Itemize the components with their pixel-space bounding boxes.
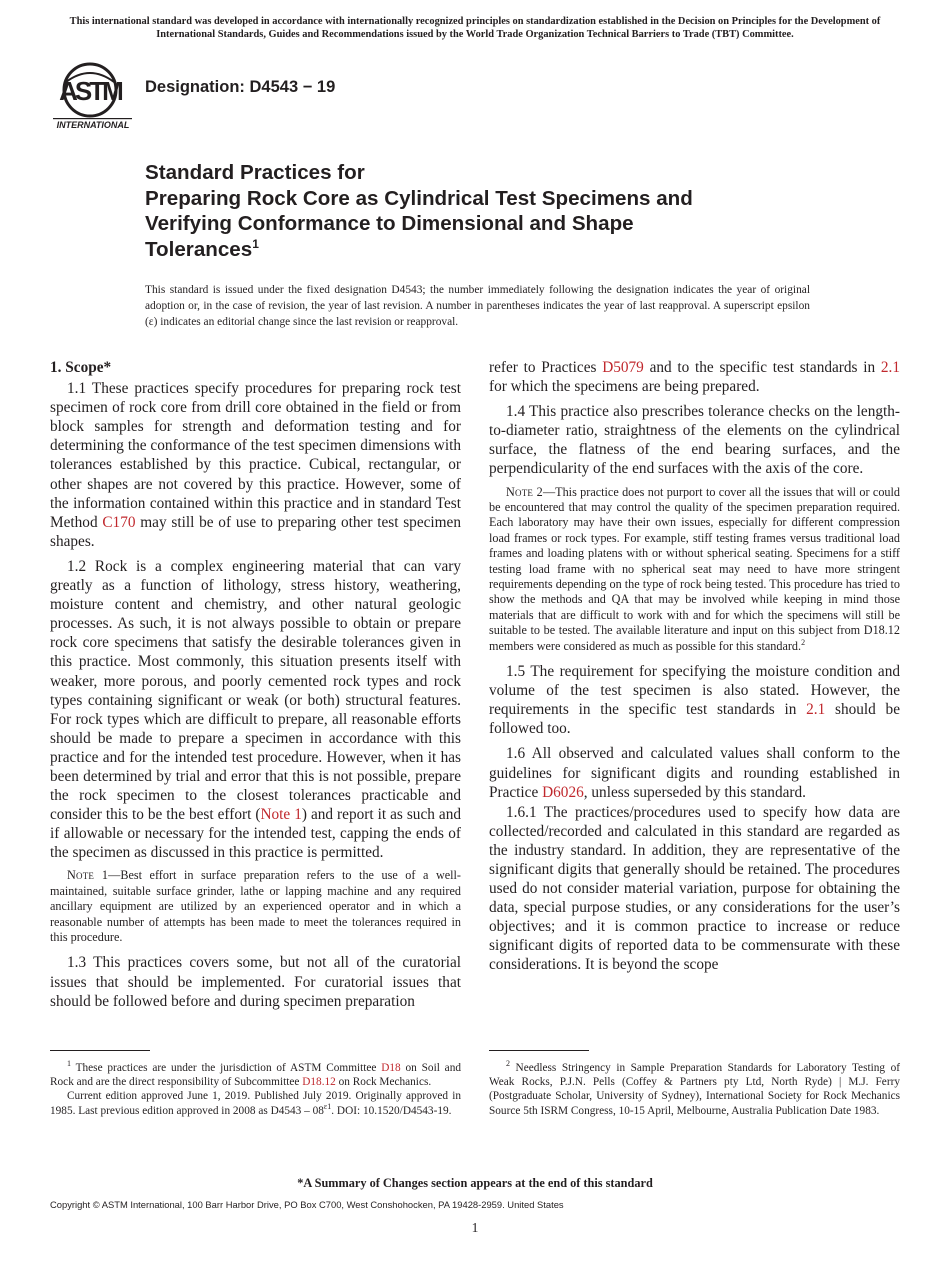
- link-d18-12[interactable]: D18.12: [302, 1076, 336, 1089]
- tbt-notice: This international standard was developed in accordance with internationally recognized principles on standardization established in the Decision on Principles for the Development of International Standards, Guides and Recommendations issued by the World Trade Organization Technical Barriers to Trade (TBT) Committee.: [69, 16, 881, 40]
- paragraph-1-4: 1.4 This practice also prescribes tolerance checks on the length-to-diameter ratio, straightness of the elements on the cylindrical surface, the flatness of the end bearing surfaces, and the perpendicularity of the end surfaces with the axis of the core.: [489, 403, 900, 478]
- page-number: 1: [471, 1220, 479, 1235]
- paragraph-1-2: 1.2 Rock is a complex engineering material that can vary greatly as a function of lithology, stress history, weathering, moisture content and chemistry, and other natural geologic processes. As such, it is not always possible to obtain or prepare rock core specimens that satisfy the desirable tolerances given in this practice. Most commonly, this situation presents itself with weaker, more porous, and poorly cemented rock types and rock types containing significant or weak (or both) structural features. For rock types which are difficult to prepare, all reasonable efforts should be made to prepare a specimen in accordance with this practice and for the intended test procedure. However, when it has been determined by trial and error that this is not possible, prepare the rock specimen to the closest tolerances practicable and consider this to be the best effort (Note 1) and report it as such and if allowable or necessary for the intended test, capping the ends of the specimen as discussed in this practice is permitted.: [50, 557, 461, 862]
- footnote-2: [489, 1061, 900, 1118]
- note-1: Note 1—Best effort in surface preparation refers to the use of a well-maintained, suitable surface grinder, lathe or lapping machine and any required ancillary equipment are utilized by an experienced operator and in which a reasonable number of attempts has been made to meet the tolerances required in this procedure.: [50, 868, 461, 945]
- note-2-label: Note 2: [506, 484, 543, 499]
- footnote-1: [50, 1061, 461, 1118]
- link-note-1[interactable]: Note 1: [260, 806, 302, 824]
- link-section-2-1[interactable]: 2.1: [880, 359, 900, 376]
- footnote-divider-left: [50, 1050, 150, 1051]
- footnote-2-text: $^2$ Needless Stringency in Sample Preparation Standards for Laboratory Testing of Weak Rocks, P.J.N. Pells (Coffey & Partners pty Ltd, North Ryde) | M.J. Ferry (Postgraduate Scholar, University of Sydney), International Society for Rock Mechanics Source 5th ISRM Congress, 10-15 April, Melbourne, Australia Publication Date 1983.: [489, 1059, 900, 1117]
- title-line-3: Verifying Conformance to Dimensional and Shape: [145, 212, 634, 235]
- left-column: [50, 358, 461, 1017]
- right-column: [489, 358, 900, 981]
- copyright-line: Copyright © ASTM International, 100 Barr Harbor Drive, PO Box C700, West Conshohocken, PA 19428-2959. United States: [50, 1199, 564, 1210]
- paragraph-1-1: 1.1 These practices specify procedures for preparing rock test specimen of rock core from drill core obtained in the field or from block samples for strength and deformation testing and for determining the conformance of the test specimen dimensions with tolerances established by this practice. Cubical, rectangular, or other shapes are not covered by this practice. However, some of the information contained within this practice and in standard Test Method C170 may still be of use to preparing other test specimen shapes.: [50, 380, 461, 550]
- title-footnote-mark[interactable]: 1: [252, 236, 259, 251]
- title-line-4: Tolerances: [145, 237, 253, 261]
- summary-of-changes-notice: *A Summary of Changes section appears at the end of this standard: [297, 1176, 653, 1190]
- paragraph-1-6-1: 1.6.1 The practices/procedures used to specify how data are collected/recorded and calculated in this standard are regarded as the industry standard. In addition, they are representative of the significant digits that generally should be retained. The procedures used do not consider material variation, purpose for obtaining the data, special purpose studies, or any considerations for the user’s objectives; and it is common practice to increase or reduce significant digits of reported data to be commensurate with these considerations. It is beyond the scope: [489, 803, 900, 974]
- title-line-1: Standard Practices for: [145, 161, 365, 184]
- link-c170[interactable]: C170: [102, 513, 136, 531]
- footnote-divider-right: [489, 1050, 589, 1051]
- paragraph-1-6: 1.6 All observed and calculated values shall conform to the guidelines for significant digits and rounding established in Practice D6026, unless superseded by this standard.: [489, 745, 900, 801]
- issuance-note: This standard is issued under the fixed designation D4543; the number immediately following the designation indicates the year of original adoption or, in the case of revision, the year of last revision. A number in parentheses indicates the year of last reapproval. A superscript epsilon (ε) indicates an editorial change since the last revision or reapproval.: [145, 284, 810, 328]
- standard-title: [145, 160, 845, 262]
- logo-wordmark: INTERNATIONAL: [56, 120, 130, 130]
- designation: Designation: D4543 − 19: [145, 78, 336, 96]
- link-d18[interactable]: D18: [381, 1062, 401, 1074]
- title-line-2: Preparing Rock Core as Cylindrical Test Specimens and: [145, 186, 693, 210]
- note-2: Note 2—This practice does not purport to cover all the issues that will or could be encountered that may control the quality of the specimen preparation required. Each laboratory may have their own issues, especially for different compression load frames or rock types. For example, stiff testing frames versus traditional load frames and loading platens with or without spherical seating. Specimens for a stiff testing load frame with no spherical seat may need to have more stringent requirements depending on the type of rock being tested. This procedure has tried to show the methods and QA that may be involved while keeping in mind those materials that are difficult to work with and for which the specimens will still be suitable to be tested. The available literature and input on this subject from D18.12 members were considered as much as possible for this standard.$^2$: [489, 484, 901, 653]
- link-d6026[interactable]: D6026: [542, 783, 584, 801]
- footnote-2-mark[interactable]: 2: [801, 637, 806, 647]
- paragraph-1-3: 1.3 This practices covers some, but not all of the curatorial issues that should be implemented. For curatorial issues that should be followed before and during specimen preparation: [50, 954, 461, 1010]
- paragraph-1-3-continued: refer to Practices D5079 and to the specific test standards in 2.1 for which the specimens are being prepared.: [489, 359, 900, 396]
- footnote-1-approval: Current edition approved June 1, 2019. Published July 2019. Originally approved in 1985. Last previous edition approved in 2008 as $D4543 - 08^{\varepsilon 1}$. DOI: 10.1520/D4543-19.: [50, 1090, 461, 1117]
- note-1-label: Note 1: [67, 868, 109, 883]
- section-title-scope: 1. Scope*: [50, 359, 112, 376]
- link-d5079[interactable]: D5079: [602, 359, 644, 376]
- astm-logo-icon: [52, 60, 134, 132]
- paragraph-1-5: 1.5 The requirement for specifying the moisture condition and volume of the test specimen is also stated. However, the requirements in the specific test standards in 2.1 should be followed too.: [489, 663, 900, 738]
- footnote-1-text: $^1$ These practices are under the jurisdiction of ASTM Committee D18 on Soil and Rock and are the direct responsibility of Subcommittee D18.12 on Rock Mechanics.: [50, 1059, 461, 1089]
- link-section-2-1-b[interactable]: 2.1: [806, 701, 826, 719]
- svg-text:ASTM: ASTM: [59, 76, 121, 106]
